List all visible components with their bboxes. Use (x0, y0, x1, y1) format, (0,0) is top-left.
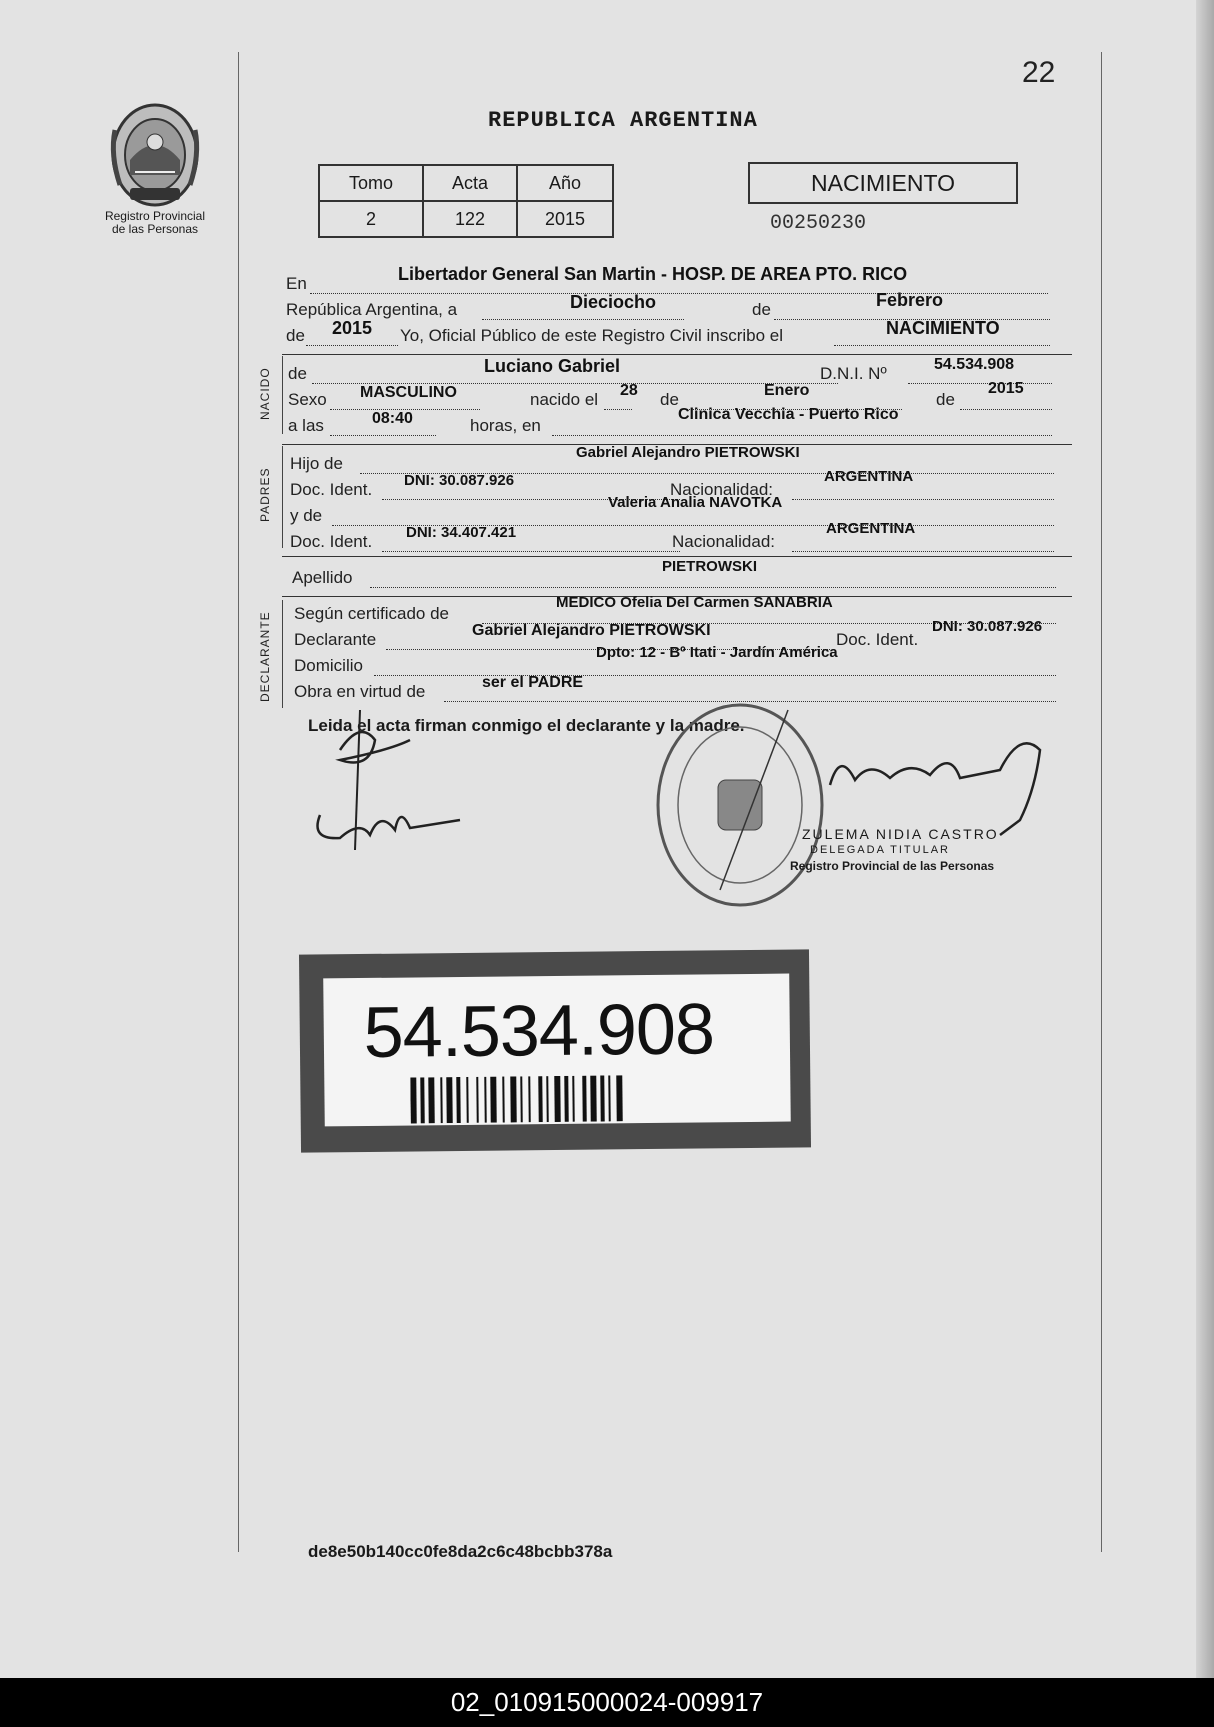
document-title: REPUBLICA ARGENTINA (488, 108, 758, 133)
name-value: Luciano Gabriel (484, 356, 621, 376)
declarante-section-label: DECLARANTE (258, 611, 272, 702)
tomo-header: Tomo (319, 165, 423, 201)
row-hora (286, 406, 1068, 436)
hijo-label: Hijo de (290, 454, 343, 473)
footer-id-bar: 02_010915000024-009917 (0, 1678, 1214, 1727)
tomo-value: 2 (319, 201, 423, 237)
declarante-doc-label: Doc. Ident. (836, 630, 919, 649)
father-nat-label: Nacionalidad: (670, 480, 774, 499)
year-de-label: de (286, 326, 305, 345)
anio-value: 2015 (517, 201, 613, 237)
mother-name: Valeria Analia NAVOTKA (608, 494, 783, 511)
dni-barcode-label (299, 949, 811, 1152)
acta-value: 122 (423, 201, 517, 237)
row-sexo (286, 380, 1068, 410)
row-madre (286, 494, 1068, 526)
record-table (318, 164, 614, 238)
document-hash: de8e50b140cc0fe8da2c6c48bcbb378a (308, 1542, 613, 1561)
mother-doc: DNI: 34.407.421 (406, 524, 517, 541)
acta-header: Acta (423, 165, 517, 201)
domicilio-value: Dpto: 12 - Bº Itati - Jardín América (596, 644, 838, 661)
row-apellido (286, 558, 1068, 588)
en-label: En (286, 274, 307, 293)
sexo-label: Sexo (288, 390, 327, 409)
birth-day: 28 (620, 382, 638, 399)
horas-label: horas, en (470, 416, 541, 435)
padres-section-label: PADRES (258, 467, 272, 522)
father-doc: DNI: 30.087.926 (404, 472, 515, 489)
apellido-label: Apellido (292, 568, 353, 587)
record-type-box: NACIMIENTO (748, 162, 1018, 204)
domicilio-label: Domicilio (294, 656, 363, 675)
mother-nat: ARGENTINA (826, 520, 916, 537)
provincial-seal-icon (100, 100, 210, 210)
de-label: de (752, 300, 771, 319)
apellido-value: PIETROWSKI (662, 558, 758, 575)
day-value: Dieciocho (570, 292, 657, 312)
signatures-and-stamp (300, 690, 1080, 930)
row-nombre (286, 356, 1068, 384)
anio-header: Año (517, 165, 613, 201)
inscribo-value: NACIMIENTO (886, 318, 1000, 338)
en-value: Libertador General San Martin - HOSP. DE AREA PTO. RICO (398, 264, 908, 284)
declarante-doc: DNI: 30.087.926 (932, 618, 1043, 635)
alas-label: a las (288, 416, 324, 435)
page-number: 22 (1022, 56, 1056, 89)
row-fecha (286, 290, 1068, 320)
birth-de2-label: de (936, 390, 955, 409)
yo-label: Yo, Oficial Público de este Registro Civil inscribo el (400, 326, 783, 345)
barcode-icon (410, 1074, 720, 1123)
row-madre-doc (286, 520, 1068, 552)
seal-caption: Registro Provincial de las Personas (104, 209, 206, 236)
obra-label: Obra en virtud de (294, 682, 426, 701)
nacido-el-label: nacido el (530, 390, 599, 409)
mother-doc-label: Doc. Ident. (290, 532, 373, 551)
yde-label: y de (290, 506, 323, 525)
declarante-value: Gabriel Alejandro PIETROWSKI (472, 622, 711, 639)
birth-year: 2015 (988, 380, 1024, 397)
row-domicilio (286, 644, 1068, 676)
obra-value: ser el PADRE (482, 674, 584, 691)
nacido-section-label: NACIDO (258, 367, 272, 420)
father-doc-label: Doc. Ident. (290, 480, 373, 499)
father-nat: ARGENTINA (824, 468, 914, 485)
serial-number: 00250230 (770, 212, 867, 235)
year-value: 2015 (332, 318, 373, 338)
dni-label: D.N.I. Nº (820, 364, 887, 383)
certificado-value: MEDICO Ofelia Del Carmen SANABRIA (556, 594, 833, 611)
official-stamp-text: ZULEMA NIDIA CASTRO DELEGADA TITULAR Registro Provincial de las Personas (790, 826, 999, 873)
leida-statement: Leida el acta firman conmigo el declarante y la madre. (308, 716, 745, 735)
dni-label-number: 54.534.908 (363, 989, 715, 1074)
month-value: Febrero (876, 290, 944, 310)
row-padre (286, 444, 1068, 474)
father-name: Gabriel Alejandro PIETROWSKI (576, 444, 800, 461)
mother-nat-label: Nacionalidad: (672, 532, 776, 551)
republica-label: República Argentina, a (286, 300, 458, 319)
declarante-label: Declarante (294, 630, 377, 649)
row-inscribo (286, 318, 1068, 346)
page-edge (1196, 0, 1214, 1678)
time-value: 08:40 (372, 410, 413, 427)
sexo-value: MASCULINO (360, 384, 457, 401)
row-en (286, 264, 1068, 294)
birth-de-label: de (660, 390, 679, 409)
certificado-label: Según certificado de (294, 604, 449, 623)
place-value: Clinica Vecchia - Puerto Rico (678, 406, 899, 423)
dni-value: 54.534.908 (934, 356, 1015, 373)
name-label: de (288, 364, 307, 383)
birth-month: Enero (764, 382, 810, 399)
